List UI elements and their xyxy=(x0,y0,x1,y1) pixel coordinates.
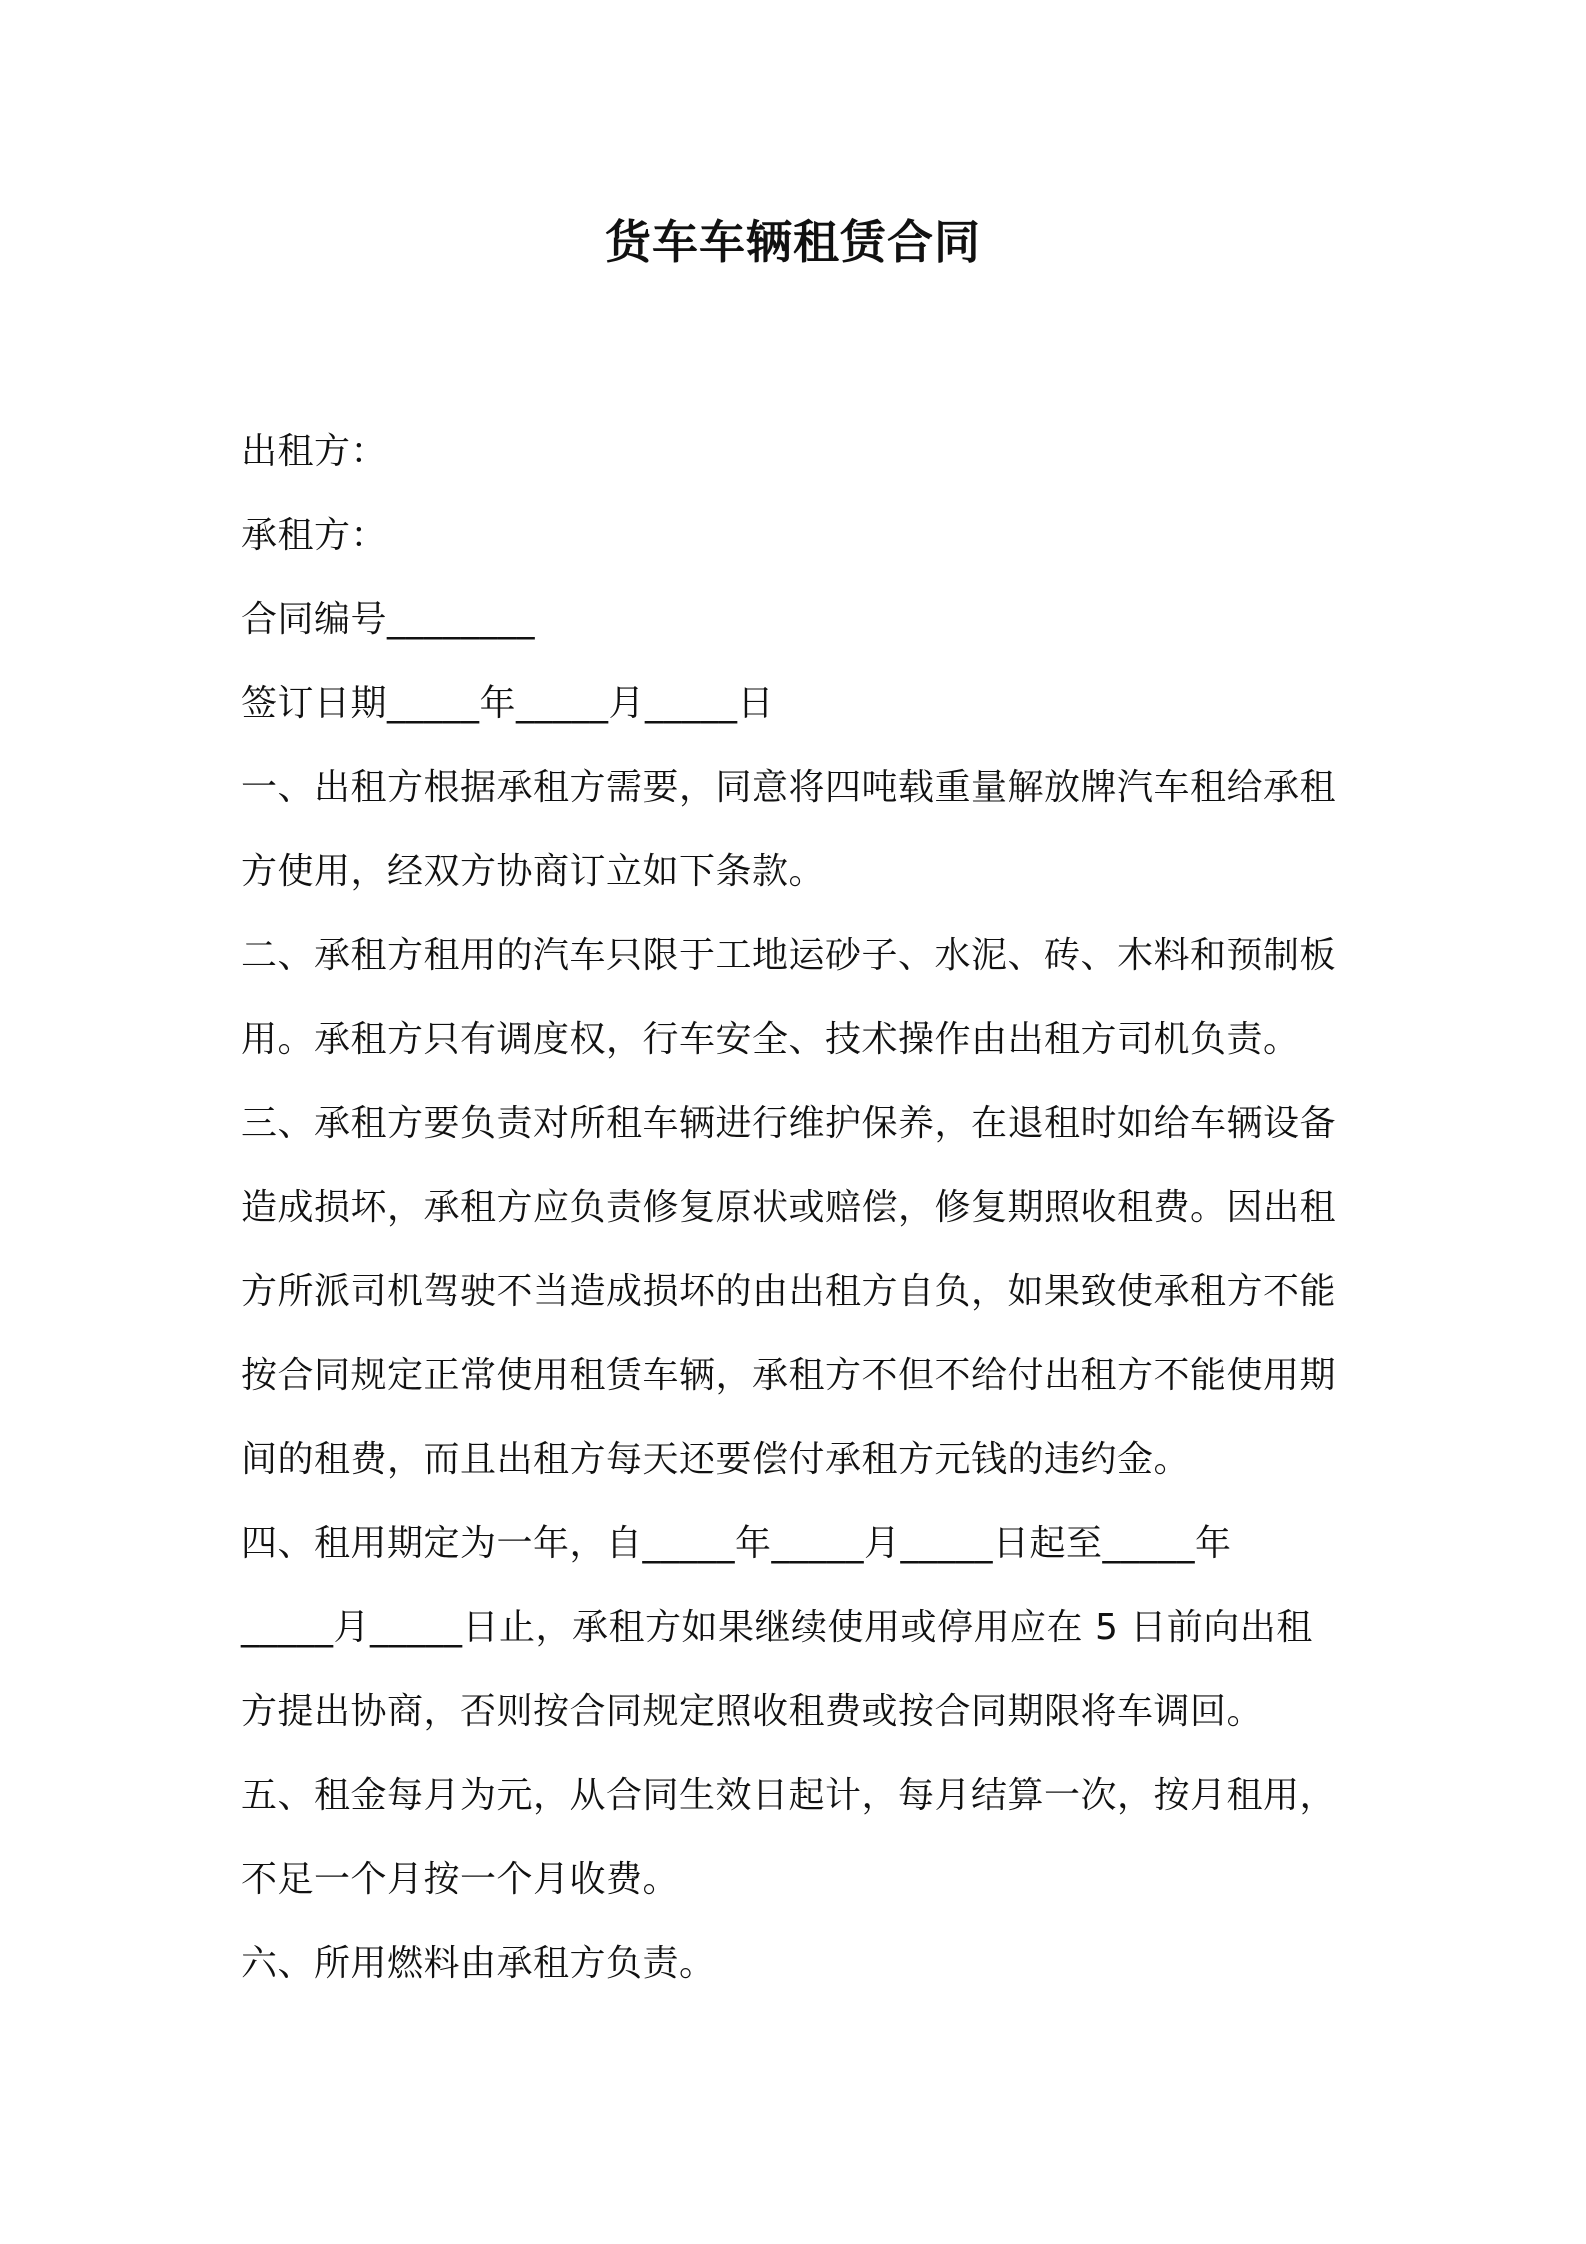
clause-line: 间的租费，而且出租方每天还要偿付承租方元钱的违约金。 xyxy=(241,1439,1191,1480)
clause-line: 二、承租方租用的汽车只限于工地运砂子、水泥、砖、木料和预制板 xyxy=(241,935,1337,976)
clause-line: 方所派司机驾驶不当造成损坏的由出租方自负，如果致使承租方不能 xyxy=(241,1271,1337,1312)
clause-line: 造成损坏，承租方应负责修复原状或赔偿，修复期照收租费。因出租 xyxy=(241,1187,1337,1228)
lessor-line: 出租方： xyxy=(241,431,388,472)
lessee-line: 承租方： xyxy=(241,515,388,556)
signing-date-line: 签订日期_____年_____月_____日 xyxy=(241,683,775,724)
contract-number-line: 合同编号________ xyxy=(241,599,536,640)
clause-line: 方使用，经双方协商订立如下条款。 xyxy=(241,851,826,892)
clause-line: 六、所用燃料由承租方负责。 xyxy=(241,1943,716,1984)
document-body xyxy=(241,410,1351,2006)
clause-line: 不足一个月按一个月收费。 xyxy=(241,1859,680,1900)
document-title: 货车车辆租赁合同 xyxy=(605,215,981,269)
clause-line: 五、租金每月为元，从合同生效日起计，每月结算一次，按月租用， xyxy=(241,1775,1337,1816)
clause-line: 三、承租方要负责对所租车辆进行维护保养，在退租时如给车辆设备 xyxy=(241,1103,1337,1144)
clause-line: 按合同规定正常使用租赁车辆，承租方不但不给付出租方不能使用期 xyxy=(241,1355,1337,1396)
clause-line: 四、租用期定为一年，自_____年_____月_____日起至_____年 xyxy=(241,1523,1232,1564)
clause-line: 一、出租方根据承租方需要，同意将四吨载重量解放牌汽车租给承租 xyxy=(241,767,1337,808)
clause-line: 用。承租方只有调度权，行车安全、技术操作由出租方司机负责。 xyxy=(241,1019,1300,1060)
clause-line: _____月_____日止，承租方如果继续使用或停用应在 5 日前向出租 xyxy=(241,1607,1313,1648)
clause-line: 方提出协商，否则按合同规定照收租费或按合同期限将车调回。 xyxy=(241,1691,1264,1732)
